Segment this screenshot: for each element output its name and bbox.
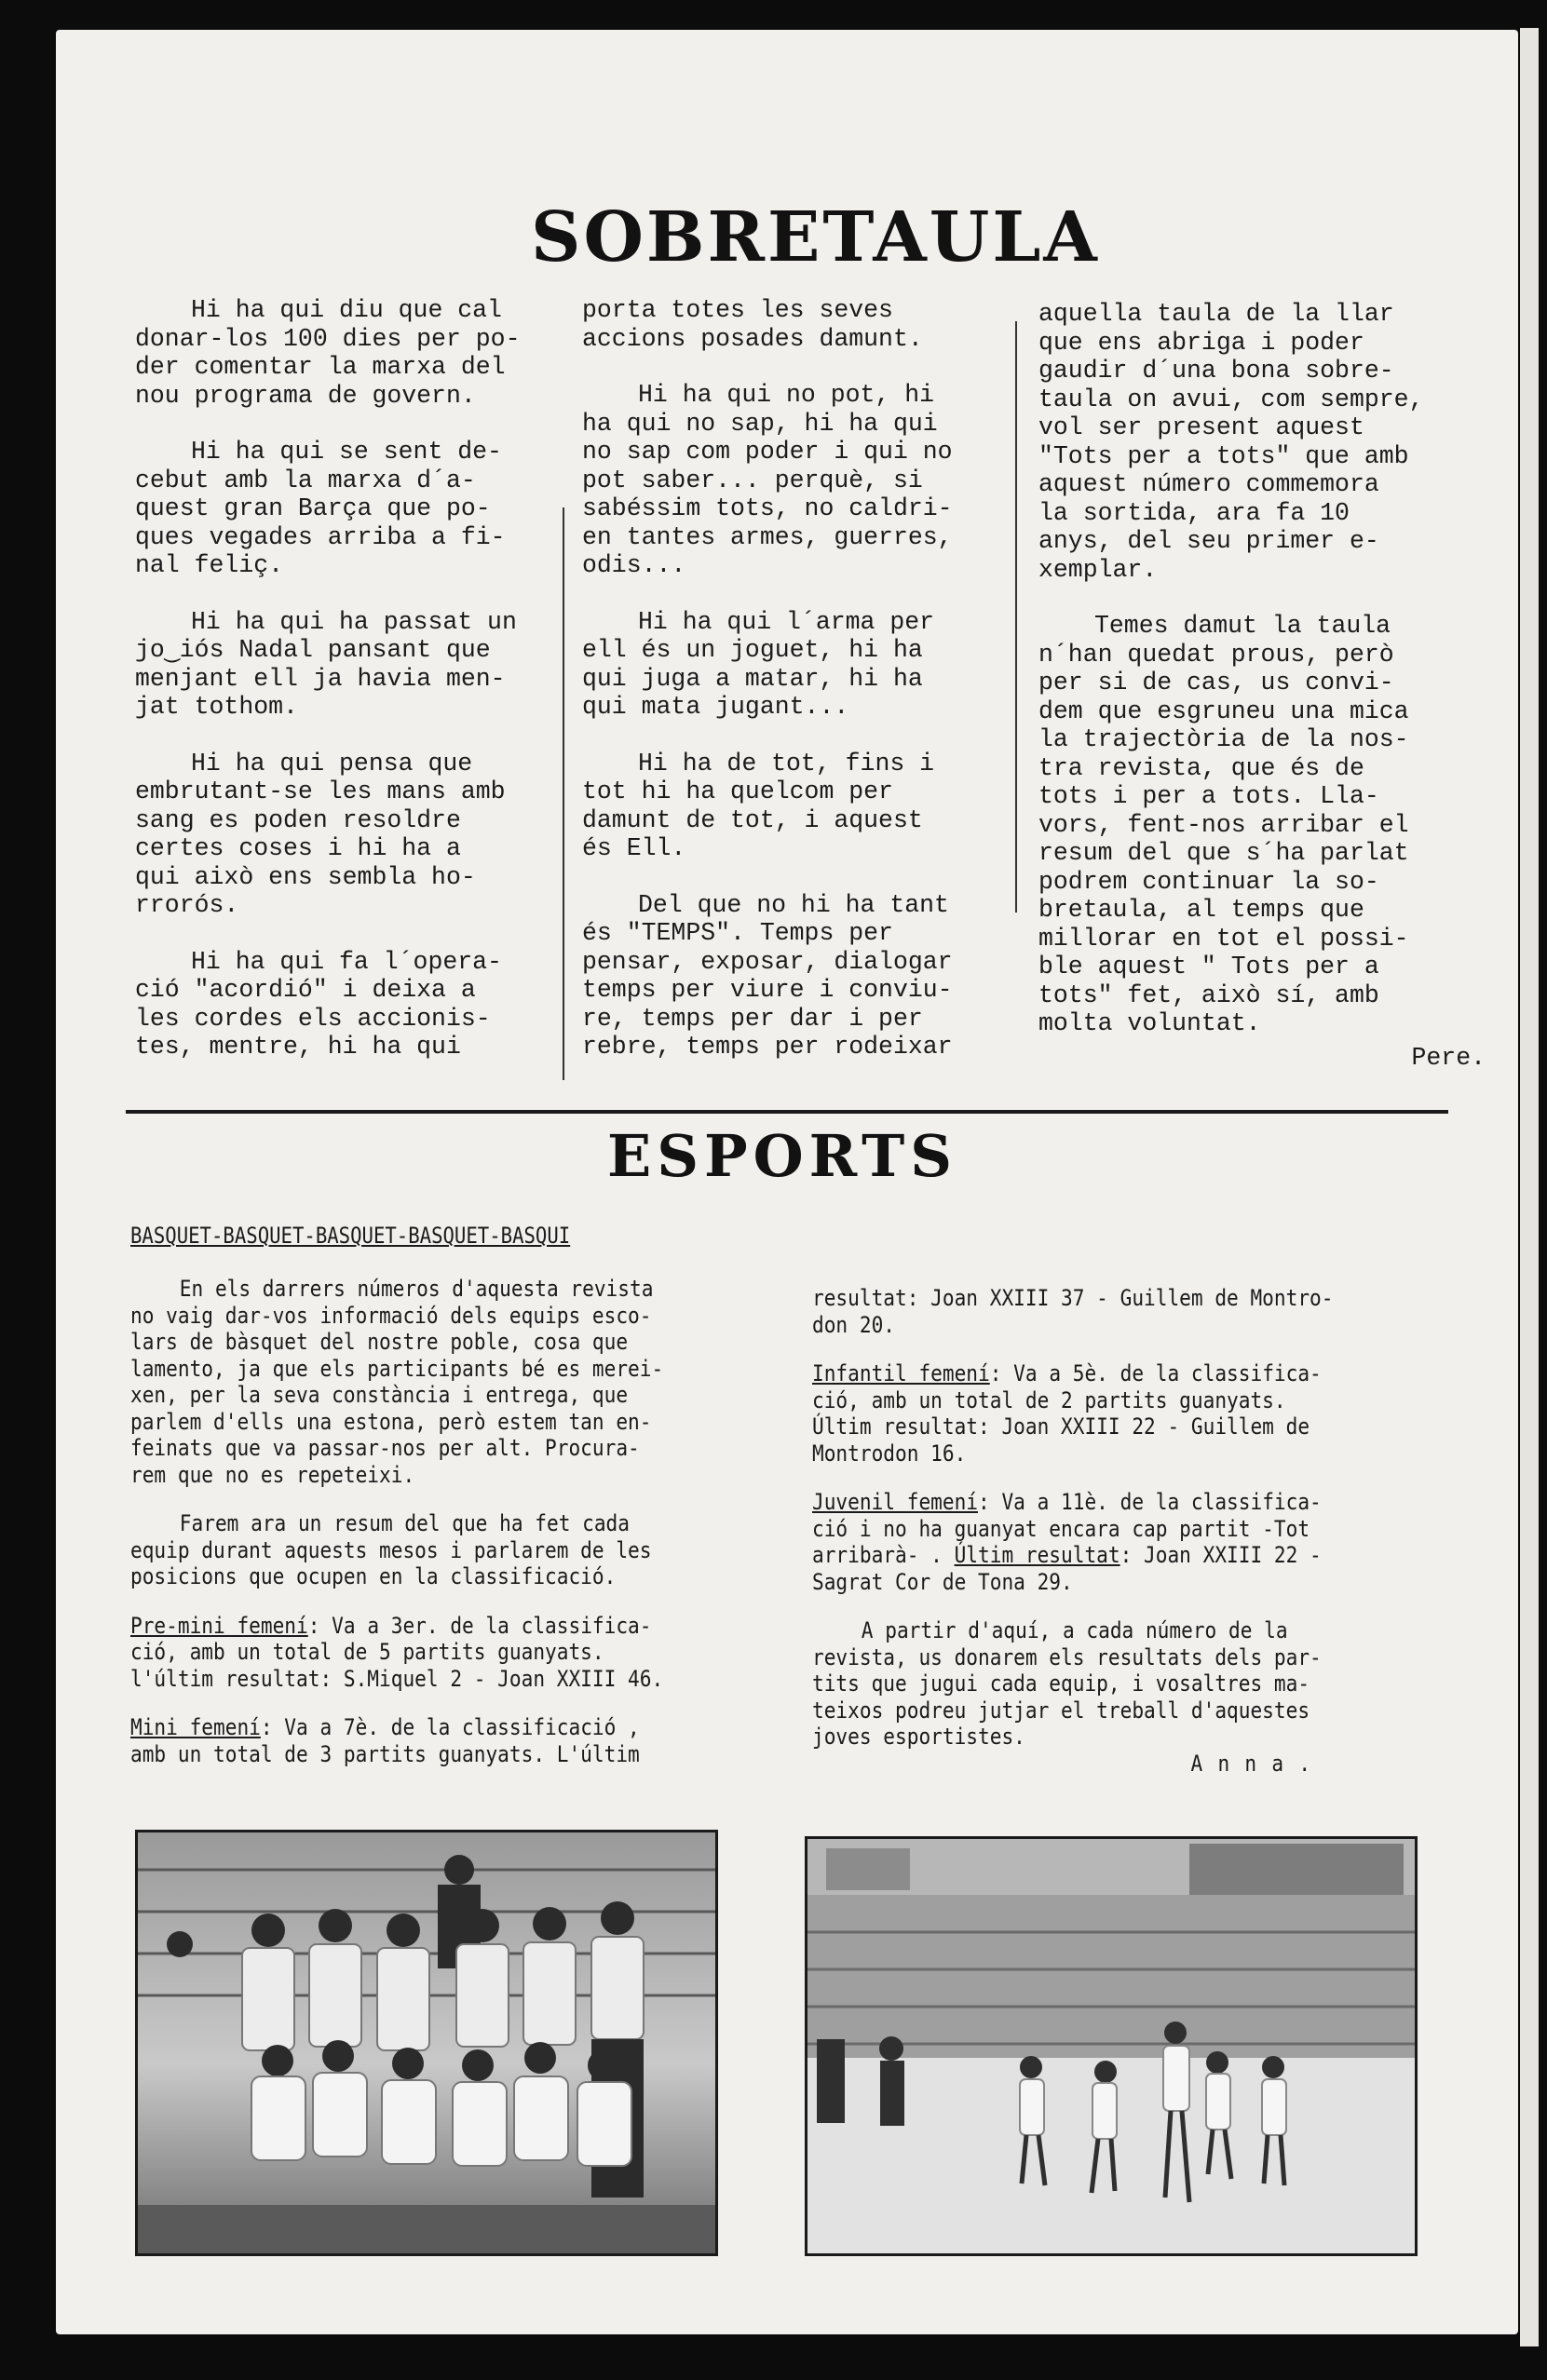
section-divider bbox=[126, 1110, 1448, 1114]
infantil-paragraph bbox=[812, 1360, 1435, 1467]
paragraph: A partir d'aquí, a cada número de la revista, us donarem els resultats dels par- tits que jugui cada equip, i vosaltres ma- teixos podreu jutjar el treball d'aquestes joves esportistes. bbox=[812, 1617, 1322, 1750]
infantil-label: Infantil femení bbox=[812, 1360, 990, 1386]
paragraph: porta totes les seves accions posades damunt. bbox=[582, 296, 923, 353]
paragraph: Hi ha qui pensa que embrutant-se les mans amb sang es poden resoldre certes coses i hi ha a qui això ens sembla ho- rrorós. bbox=[135, 749, 506, 919]
next-page-edge bbox=[1520, 28, 1539, 2346]
esports-title: ESPORTS bbox=[606, 1122, 957, 1190]
paragraph: Hi ha qui fa l´opera- ció "acordió" i deixa a les cordes els accionis- tes, mentre, hi ha qui bbox=[135, 947, 502, 1061]
infantil-text: : Va a 5è. de la classifica- ció, amb un total de 2 partits guanyats. Últim resultat: Joan XXIII 22 - Guillem de Montrodon 16. bbox=[812, 1360, 1322, 1467]
mini-paragraph bbox=[130, 1714, 753, 1767]
paragraph: Hi ha qui diu que cal donar-los 100 dies per po- der comentar la marxa del nou programa de govern. bbox=[135, 296, 521, 410]
esports-column-left bbox=[130, 1276, 753, 1790]
column-divider bbox=[1015, 321, 1017, 913]
team-photo bbox=[135, 1830, 718, 2256]
basquet-subheading: BASQUET-BASQUET-BASQUET-BASQUET-BASQUI bbox=[130, 1223, 571, 1249]
mini-text: : Va a 7è. de la classificació , amb un total de 3 partits guanyats. L'últim bbox=[130, 1714, 640, 1767]
sobretaula-title: SOBRETAULA bbox=[531, 197, 1100, 277]
paragraph: aquella taula de la llar que ens abriga i poder gaudir d´una bona sobre- taula on avui, com sempre, vol ser present aquest "Tots per a tots" que amb aquest número commemora la sortida, ara fa 10 anys, del seu primer e- xemplar. bbox=[1038, 300, 1424, 584]
paragraph: Temes damut la taula n´han quedat prous, però per si de cas, us convi- dem que esgruneu una mica la trajectòria de la nos- tra revista, que és de tots i per a tots. Lla- vors, fent-nos arribar el resum del que s´ha parlat podrem continuar la so- bretaula, al temps que millorar en tot el possi- ble aquest " Tots per a tots" fet, això sí, amb molta voluntat. bbox=[1038, 612, 1409, 1037]
game-photo bbox=[805, 1836, 1418, 2256]
esports-column-right bbox=[812, 1285, 1435, 1799]
juvenil-text: : Va a 11è. de la classifica- ció i no ha guanyat encara cap partit -Tot arribarà- . bbox=[812, 1489, 1322, 1568]
juvenil-paragraph bbox=[812, 1489, 1435, 1595]
paragraph: Hi ha qui l´arma per ell és un joguet, hi ha qui juga a matar, hi ha qui mata jugant... bbox=[582, 607, 935, 721]
paragraph: Hi ha qui ha passat un jo‿iós Nadal pansant que menjant ell ja havia men- jat tothom. bbox=[135, 607, 517, 721]
paragraph: Hi ha qui se sent de- cebut amb la marxa d´a- quest gran Barça que po- ques vegades arriba a fi- nal feliç. bbox=[135, 438, 506, 579]
juvenil-result-label: Últim resultat bbox=[954, 1542, 1120, 1568]
premini-paragraph bbox=[130, 1613, 753, 1693]
sobretaula-column-3 bbox=[1038, 300, 1486, 1100]
premini-label: Pre-mini femení bbox=[130, 1612, 308, 1639]
signature-anna: A n n a . bbox=[1190, 1750, 1312, 1777]
paragraph: En els darrers números d'aquesta revista no vaig dar-vos informació dels equips esco- lars de bàsquet del nostre poble, cosa que lamento, ja que els participants bé es merei- xen, per la seva constància i entrega, que parlem d'ells una estona, però estem tan en- feinats que va passar-nos per alt. Procura- rem que no es repeteixi. bbox=[130, 1276, 664, 1488]
signature-pere: Pere. bbox=[1411, 1043, 1486, 1072]
paragraph: Del que no hi ha tant és "TEMPS". Temps per pensar, exposar, dialogar temps per viure i conviu- re, temps per dar i per rebre, temps per rodeixar bbox=[582, 890, 953, 1061]
premini-text: : Va a 3er. de la classifica- ció, amb un total de 5 partits guanyats. l'últim resultat: S.Miquel 2 - Joan XXIII 46. bbox=[130, 1612, 664, 1692]
paragraph: Hi ha de tot, fins i tot hi ha quelcom per damunt de tot, i aquest és Ell. bbox=[582, 749, 935, 862]
sobretaula-column-2 bbox=[582, 296, 1020, 1089]
paragraph: Hi ha qui no pot, hi ha qui no sap, hi ha qui no sap com poder i qui no pot saber... perquè, si sabéssim tots, no caldri- en tantes armes, guerres, odis... bbox=[582, 381, 953, 579]
column-divider bbox=[563, 507, 564, 1080]
juvenil-label: Juvenil femení bbox=[812, 1489, 979, 1515]
sobretaula-column-1 bbox=[135, 296, 573, 1089]
mini-label: Mini femení bbox=[130, 1714, 261, 1740]
paragraph: Farem ara un resum del que ha fet cada equip durant aquests mesos i parlarem de les posicions que ocupen en la classificació. bbox=[130, 1510, 652, 1589]
juvenil-result-text: : Joan XXIII 22 - Sagrat Cor de Tona 29. bbox=[812, 1542, 1322, 1595]
paragraph: resultat: Joan XXIII 37 - Guillem de Montro- don 20. bbox=[812, 1285, 1334, 1338]
